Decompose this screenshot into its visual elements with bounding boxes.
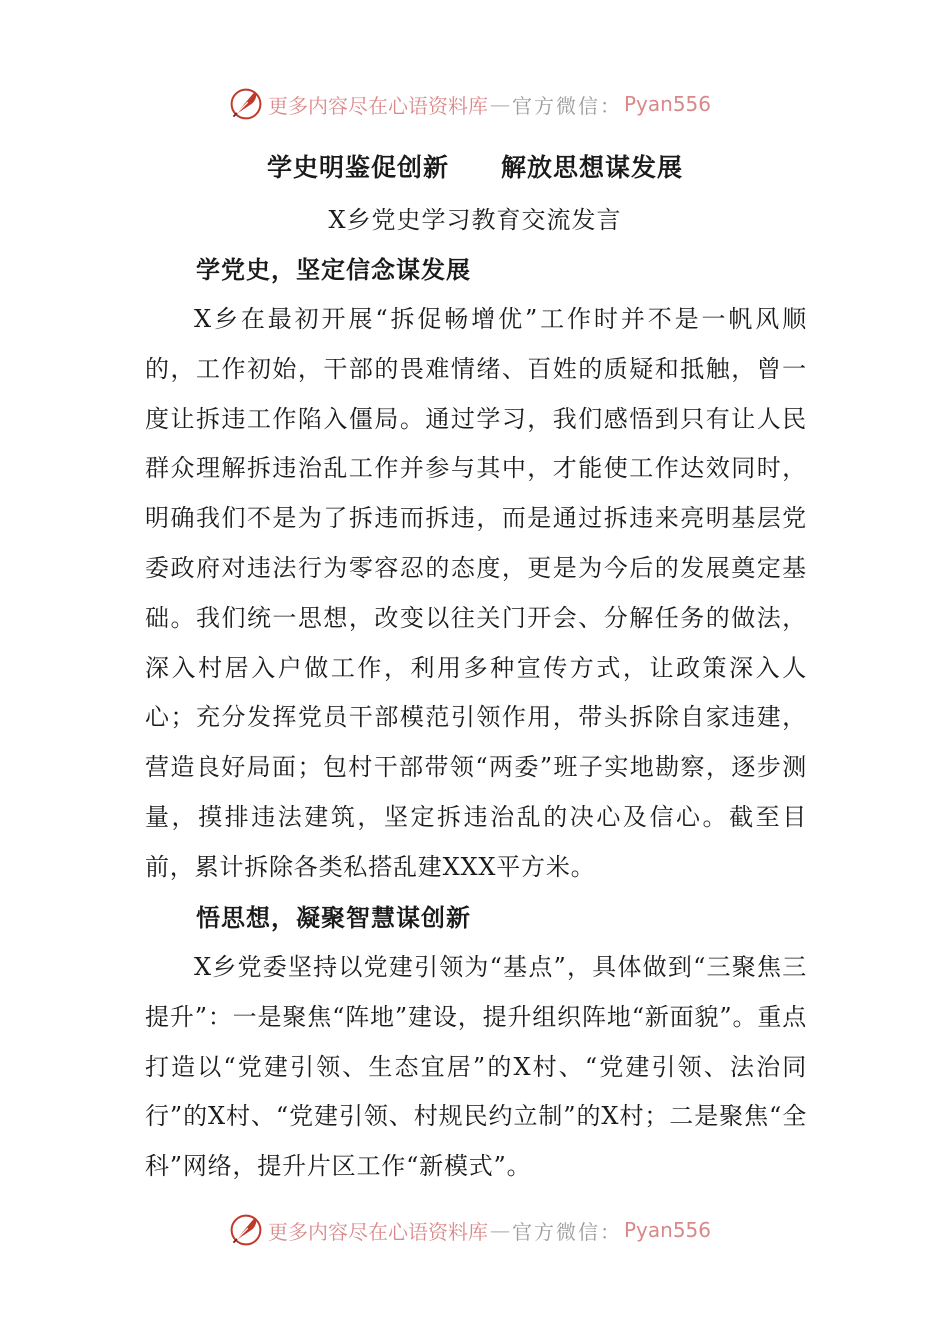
quill-logo-icon: [228, 86, 264, 122]
watermark-wechat-label: 官方微信：: [512, 93, 622, 118]
quill-logo-icon: [228, 1212, 264, 1248]
document-title: [0, 148, 950, 184]
watermark-banner-top: [228, 84, 711, 124]
document-subtitle: X乡党史学习教育交流发言: [328, 206, 622, 234]
title-left: 学史明鉴促创新: [266, 153, 449, 182]
watermark-dash: —: [490, 92, 510, 116]
watermark-wechat-id: Pyan556: [624, 92, 712, 116]
section-paragraph-1: X乡在最初开展“拆促畅增优”工作时并不是一帆风顺的，工作初始，干部的畏难情绪、百姓的质疑和抵触，曾一度让拆违工作陷入僵局。通过学习，我们感悟到只有让人民群众理解拆违治乱工作并参与其中，才能使工作达效同时，明确我们不是为了拆违而拆违，而是通过拆违来亮明基层党委政府对违法行为零容忍的态度，更是为今后的发展奠定基础。我们统一思想，改变以往关门开会、分解任务的做法，深入村居入户做工作，利用多种宣传方式，让政策深入人心；充分发挥党员干部模范引领作用，带头拆除自家违建，营造良好局面；包村干部带领“两委”班子实地勘察，逐步测量，摸排违法建筑，坚定拆违治乱的决心及信心。截至目前，累计拆除各类私搭乱建XXX平方米。: [145, 305, 807, 881]
watermark-slogan: 更多内容尽在心语资料库: [268, 1219, 488, 1244]
watermark-banner-bottom: [228, 1210, 711, 1250]
section-heading-1: 学党史，坚定信念谋发展: [196, 255, 471, 284]
watermark-dash: —: [490, 1218, 510, 1242]
watermark-wechat-id: Pyan556: [624, 1218, 712, 1242]
section-heading-2: 悟思想，凝聚智慧谋创新: [196, 903, 471, 932]
watermark-slogan: 更多内容尽在心语资料库: [268, 93, 488, 118]
title-right: 解放思想谋发展: [501, 153, 684, 182]
section-paragraph-2: X乡党委坚持以党建引领为“基点”，具体做到“三聚焦三提升”：一是聚焦“阵地”建设，提升组织阵地“新面貌”。重点打造以“党建引领、生态宜居”的X村、“党建引领、法治同行”的X村、“党建引领、村规民约立制”的X村；二是聚焦“全科”网络，提升片区工作“新模式”。: [145, 953, 807, 1181]
watermark-wechat-label: 官方微信：: [512, 1219, 622, 1244]
